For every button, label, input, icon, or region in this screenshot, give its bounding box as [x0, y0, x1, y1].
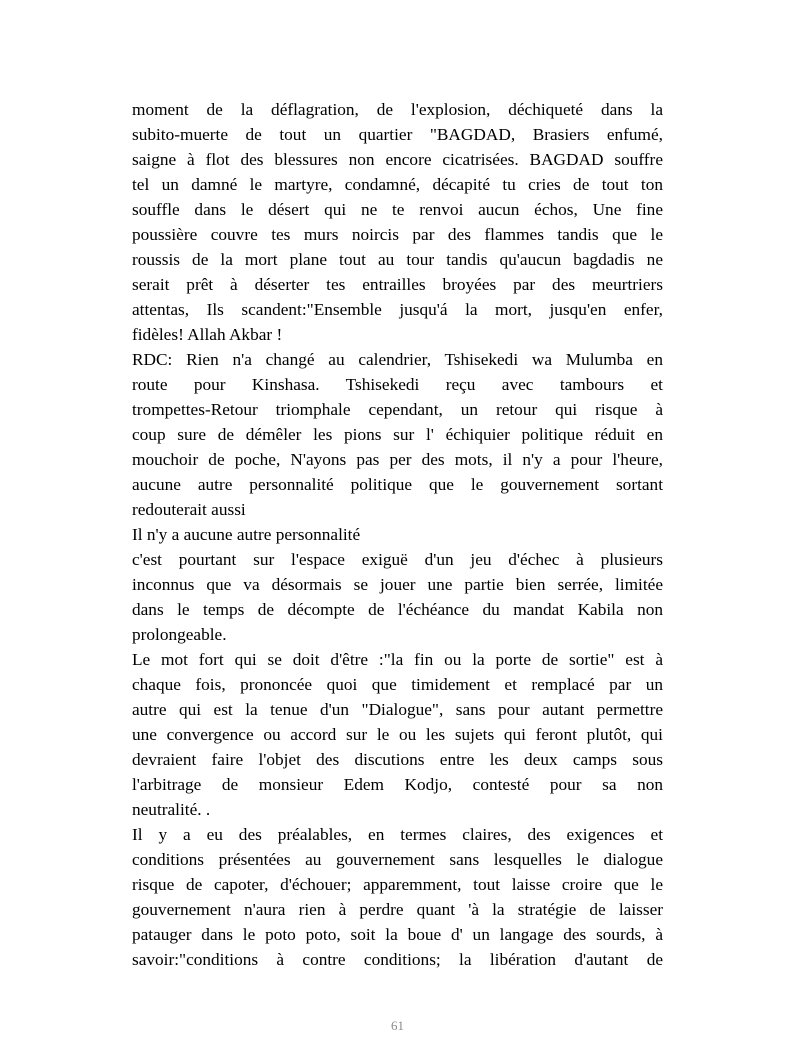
text-line: inconnus que va désormais se jouer une partie bien serrée, limitée	[132, 575, 663, 594]
page-body	[132, 97, 663, 972]
text-line: l'arbitrage de monsieur Edem Kodjo, contesté pour sa non	[132, 775, 663, 794]
text-line: autre qui est la tenue d'un "Dialogue", sans pour autant permettre	[132, 700, 663, 719]
text-line: RDC: Rien n'a changé au calendrier, Tshisekedi wa Mulumba en	[132, 350, 663, 369]
text-line: mouchoir de poche, N'ayons pas per des mots, il n'y a pour l'heure,	[132, 450, 663, 469]
text-line: savoir:"conditions à contre conditions; la libération d'autant de	[132, 950, 663, 969]
text-line: poussière couvre tes murs noircis par des flammes tandis que le	[132, 225, 663, 244]
text-line: devraient faire l'objet des discutions entre les deux camps sous	[132, 750, 663, 769]
text-line: roussis de la mort plane tout au tour tandis qu'aucun bagdadis ne	[132, 250, 663, 269]
text-line: trompettes-Retour triomphale cependant, un retour qui risque à	[132, 400, 663, 419]
text-line: subito-muerte de tout un quartier "BAGDAD, Brasiers enfumé,	[132, 125, 663, 144]
text-line: souffle dans le désert qui ne te renvoi aucun échos, Une fine	[132, 200, 663, 219]
paragraph-bagdad	[132, 97, 663, 347]
paragraph-personnalite	[132, 522, 663, 547]
text-line: patauger dans le poto poto, soit la boue d' un langage des sourds, à	[132, 925, 663, 944]
text-line: fidèles! Allah Akbar !	[132, 325, 283, 344]
text-line: tel un damné le martyre, condamné, décapité tu cries de tout ton	[132, 175, 663, 194]
text-line: risque de capoter, d'échouer; apparemment, tout laisse croire que le	[132, 875, 663, 894]
text-line: redouterait aussi	[132, 500, 246, 519]
page-number: 61	[391, 1018, 404, 1033]
text-line: coup sure de démêler les pions sur l' échiquier politique réduit en	[132, 425, 663, 444]
paragraph-dialogue	[132, 647, 663, 822]
text-line: prolongeable.	[132, 625, 227, 644]
text-line: chaque fois, prononcée quoi que timidement et remplacé par un	[132, 675, 663, 694]
text-line: Il y a eu des préalables, en termes claires, des exigences et	[132, 825, 663, 844]
text-line: attentas, Ils scandent:"Ensemble jusqu'á la mort, jusqu'en enfer,	[132, 300, 663, 319]
text-line: Il n'y a aucune autre personnalité	[132, 525, 361, 544]
text-line: une convergence ou accord sur le ou les sujets qui feront plutôt, qui	[132, 725, 663, 744]
text-line: c'est pourtant sur l'espace exiguë d'un jeu d'échec à plusieurs	[132, 550, 663, 569]
text-line: serait prêt à déserter tes entrailles broyées par des meurtriers	[132, 275, 663, 294]
text-line: aucune autre personnalité politique que le gouvernement sortant	[132, 475, 663, 494]
text-line: dans le temps de décompte de l'échéance du mandat Kabila non	[132, 600, 663, 619]
paragraph-echiquier	[132, 547, 663, 647]
text-line: moment de la déflagration, de l'explosion, déchiqueté dans la	[132, 100, 663, 119]
text-line: saigne à flot des blessures non encore cicatrisées. BAGDAD souffre	[132, 150, 663, 169]
paragraph-prealables	[132, 822, 663, 972]
text-line: Le mot fort qui se doit d'être :"la fin ou la porte de sortie" est à	[132, 650, 663, 669]
paragraph-rdc	[132, 347, 663, 522]
text-line: gouvernement n'aura rien à perdre quant 'à la stratégie de laisser	[132, 900, 663, 919]
text-line: route pour Kinshasa. Tshisekedi reçu avec tambours et	[132, 375, 663, 394]
text-line: conditions présentées au gouvernement sans lesquelles le dialogue	[132, 850, 663, 869]
text-line: neutralité. .	[132, 800, 211, 819]
